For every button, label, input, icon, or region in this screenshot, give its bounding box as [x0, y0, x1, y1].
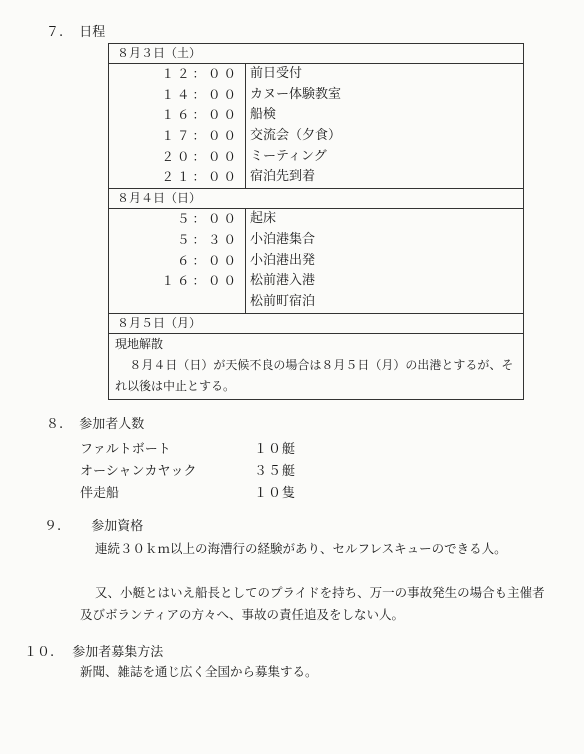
section-number: ８.	[46, 417, 64, 432]
qualification-paragraph: 連続３０ｋｍ以上の海漕行の経験があり、セルフレスキューのできる人。	[95, 541, 507, 556]
time-cell: ２１：００	[161, 169, 239, 185]
event-cell: 松前港入港	[250, 273, 316, 289]
participant-count: １０艇	[254, 442, 297, 457]
day-block	[109, 209, 523, 313]
time-cell: ５：３０	[176, 231, 239, 247]
participant-name: 伴走船	[80, 486, 120, 501]
event-cell: 船検	[250, 107, 277, 123]
time-cell	[109, 292, 245, 313]
section-title: 参加者人数	[79, 417, 145, 432]
event-cell: 前日受付	[250, 66, 303, 81]
event-cell: 小泊港出発	[250, 252, 316, 268]
recruitment-text: 新聞、雑誌を通じ広く全国から募集する。	[80, 664, 318, 679]
note-text: ８月４日（日）が天候不良の場合は８月５日（月）の出港とするが、それ以後は中止とする。	[115, 357, 514, 393]
event-cell: カヌー体験教室	[250, 86, 342, 102]
time-cell: １４：００	[161, 86, 239, 102]
section-8-heading	[46, 417, 144, 433]
schedule-table	[108, 43, 524, 400]
event-cell: 交流会（夕食）	[250, 128, 342, 144]
time-cell: １２：００	[161, 66, 239, 81]
event-column	[246, 209, 523, 312]
time-cell: ２０：００	[161, 148, 239, 164]
time-cell: １６：００	[161, 273, 239, 289]
section-7-heading	[46, 25, 105, 41]
participant-count: １０隻	[254, 486, 297, 501]
participant-name: ファルトボート	[80, 442, 171, 457]
day-note	[109, 334, 523, 399]
event-cell: 松前町宿泊	[250, 293, 316, 309]
section-title: 参加者募集方法	[72, 645, 164, 660]
time-cell: ５：００	[176, 211, 239, 227]
section-title: 参加資格	[91, 519, 144, 534]
participant-count: ３５艇	[254, 464, 297, 479]
day-header: ８月５日（月）	[109, 314, 523, 334]
time-cell: １６：００	[161, 107, 239, 123]
day-header: ８月３日（土）	[109, 44, 523, 64]
qualification-paragraph: 又、小艇とはいえ船長としてのプライドを持ち、万一の事故発生の場合も主催者及びボランティアの方々へ、事故の責任追及をしない人。	[80, 585, 545, 622]
note-title: 現地解散	[115, 336, 164, 351]
section-title: 日程	[79, 25, 106, 40]
day-header: ８月４日（日）	[109, 189, 523, 209]
event-cell: 小泊港集合	[250, 231, 316, 247]
section-number: ７.	[46, 25, 64, 40]
event-cell: ミーティング	[250, 148, 327, 164]
section-9-heading	[44, 519, 143, 535]
time-cell: １７：００	[161, 128, 239, 144]
section-number: １０.	[24, 645, 55, 660]
event-column	[246, 64, 523, 188]
section-10-heading	[24, 645, 163, 661]
time-column	[109, 209, 246, 312]
section-number: ９.	[44, 519, 62, 534]
participant-name: オーシャンカヤック	[80, 464, 197, 479]
time-column	[109, 64, 246, 188]
event-cell: 起床	[250, 211, 277, 227]
day-block	[109, 64, 523, 189]
time-cell: ６：００	[176, 252, 239, 268]
event-cell: 宿泊先到着	[250, 169, 316, 185]
